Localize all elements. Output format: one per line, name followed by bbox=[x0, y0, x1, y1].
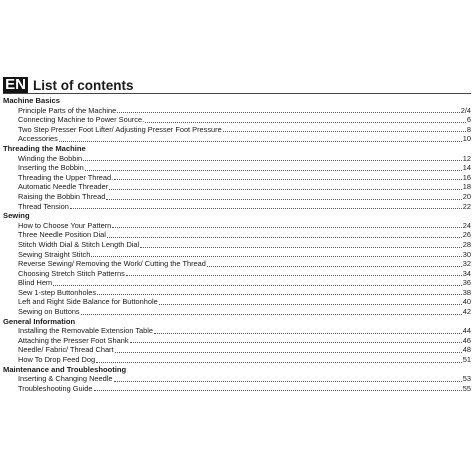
entry-title: Winding the Bobbin bbox=[18, 153, 83, 163]
entry-page-number: 40 bbox=[462, 297, 471, 307]
entry-title: Two Step Presser Foot Lifter/ Adjusting Presser Foot Pressure bbox=[18, 124, 222, 134]
entry-page-number: 28 bbox=[462, 239, 471, 249]
entry-page-number: 44 bbox=[462, 326, 471, 336]
toc-entry bbox=[3, 269, 471, 279]
dot-leader bbox=[114, 380, 462, 382]
toc-entry bbox=[3, 326, 471, 336]
dot-leader bbox=[94, 389, 462, 391]
entry-page-number: 22 bbox=[462, 201, 471, 211]
dot-leader bbox=[109, 188, 462, 190]
dot-leader bbox=[130, 341, 462, 343]
entry-title: Installing the Removable Extension Table bbox=[18, 326, 154, 336]
toc-header bbox=[3, 77, 134, 93]
section-heading: Machine Basics bbox=[3, 96, 60, 105]
entry-title: Choosing Stretch Stitch Patterns bbox=[18, 268, 125, 278]
dot-leader bbox=[140, 246, 462, 248]
entry-title: Sew 1-step Buttonholes bbox=[18, 287, 97, 297]
entry-page-number: 20 bbox=[462, 191, 471, 201]
entry-title: Reverse Sewing/ Removing the Work/ Cutting the Thread bbox=[18, 259, 206, 269]
toc-entry bbox=[3, 230, 471, 240]
dot-leader bbox=[159, 303, 462, 305]
entry-title: Raising the Bobbin Thread bbox=[18, 191, 106, 201]
toc-entry bbox=[3, 355, 471, 365]
toc-entry bbox=[3, 106, 471, 116]
entry-title: Sewing Straight Stitch bbox=[18, 249, 91, 259]
entry-title: Accessories bbox=[18, 134, 58, 144]
toc-entry bbox=[3, 221, 471, 231]
toc-entry bbox=[3, 134, 471, 144]
entry-page-number: 30 bbox=[462, 249, 471, 259]
toc-entry bbox=[3, 250, 471, 260]
section-heading: General Information bbox=[3, 316, 76, 326]
toc-entry bbox=[3, 163, 471, 173]
dot-leader bbox=[59, 140, 462, 142]
entry-page-number: 8 bbox=[466, 124, 471, 134]
entry-page-number: 36 bbox=[462, 278, 471, 288]
dot-leader bbox=[70, 207, 462, 209]
entry-page-number: 14 bbox=[462, 163, 471, 173]
entry-page-number: 12 bbox=[462, 153, 471, 163]
dot-leader bbox=[117, 111, 460, 113]
dot-leader bbox=[115, 351, 462, 353]
entry-page-number: 53 bbox=[462, 374, 471, 384]
entry-title: Inserting & Changing Needle bbox=[18, 374, 113, 384]
toc-entry bbox=[3, 384, 471, 394]
entry-page-number: 38 bbox=[462, 287, 471, 297]
entry-page-number: 34 bbox=[462, 268, 471, 278]
language-badge: EN bbox=[3, 77, 28, 93]
section-heading: Sewing bbox=[3, 211, 30, 221]
table-of-contents bbox=[3, 96, 471, 393]
entry-title: Three Needle Position Dial bbox=[18, 230, 106, 240]
entry-page-number: 6 bbox=[466, 115, 471, 125]
entry-page-number: 10 bbox=[462, 134, 471, 144]
toc-entry bbox=[3, 336, 471, 346]
dot-leader bbox=[83, 159, 462, 161]
toc-entry bbox=[3, 297, 471, 307]
toc-entry bbox=[3, 374, 471, 384]
dot-leader bbox=[223, 130, 466, 132]
entry-title: Sewing on Buttons bbox=[18, 307, 80, 317]
toc-entry bbox=[3, 240, 471, 250]
dot-leader bbox=[112, 226, 462, 228]
dot-leader bbox=[96, 361, 462, 363]
dot-leader bbox=[81, 313, 462, 315]
toc-entry bbox=[3, 192, 471, 202]
dot-leader bbox=[114, 178, 462, 180]
toc-entry bbox=[3, 278, 471, 288]
entry-title: How To Drop Feed Dog bbox=[18, 355, 96, 365]
entry-title: Threading the Upper Thread. bbox=[18, 172, 114, 182]
entry-page-number: 42 bbox=[462, 307, 471, 317]
dot-leader bbox=[85, 169, 462, 171]
toc-entry bbox=[3, 345, 471, 355]
entry-title: Inserting the Bobbin bbox=[18, 163, 84, 173]
entry-page-number: 32 bbox=[462, 259, 471, 269]
section-heading: Maintenance and Troubleshooting bbox=[3, 364, 127, 374]
section-heading: Threading the Machine bbox=[3, 143, 86, 153]
entry-page-number: 48 bbox=[462, 345, 471, 355]
entry-title: Thread Tension bbox=[18, 201, 69, 211]
dot-leader bbox=[97, 293, 462, 295]
entry-page-number: 24 bbox=[462, 220, 471, 230]
toc-entry bbox=[3, 154, 471, 164]
toc-entry bbox=[3, 115, 471, 125]
dot-leader bbox=[126, 274, 462, 276]
dot-leader bbox=[154, 332, 462, 334]
entry-page-number: 18 bbox=[462, 182, 471, 192]
page-title: List of contents bbox=[33, 77, 134, 93]
dot-leader bbox=[107, 236, 462, 238]
dot-leader bbox=[91, 255, 461, 257]
entry-title: Blind Hem bbox=[18, 278, 53, 288]
entry-page-number: 26 bbox=[462, 230, 471, 240]
entry-page-number: 51 bbox=[462, 355, 471, 365]
dot-leader bbox=[207, 265, 462, 267]
entry-title: Troubleshooting Guide bbox=[18, 383, 93, 393]
toc-entry bbox=[3, 307, 471, 317]
dot-leader bbox=[53, 284, 462, 286]
entry-title: Principle Parts of the Machine bbox=[18, 105, 117, 115]
entry-title: Left and Right Side Balance for Buttonhole bbox=[18, 297, 158, 307]
entry-page-number: 16 bbox=[462, 172, 471, 182]
entry-title: Stitch Width Dial & Stitch Length Dial bbox=[18, 239, 140, 249]
entry-page-number: 55 bbox=[462, 383, 471, 393]
dot-leader bbox=[106, 198, 461, 200]
header-divider bbox=[3, 93, 471, 94]
entry-title: Automatic Needle Threader bbox=[18, 182, 109, 192]
toc-entry bbox=[3, 202, 471, 212]
toc-entry bbox=[3, 259, 471, 269]
entry-page-number: 46 bbox=[462, 335, 471, 345]
entry-title: Attaching the Presser Foot Shank bbox=[18, 335, 129, 345]
dot-leader bbox=[145, 121, 466, 123]
toc-entry bbox=[3, 288, 471, 298]
entry-title: Connecting Machine to Power Source. bbox=[18, 115, 145, 125]
toc-entry bbox=[3, 125, 471, 135]
entry-title: Needle/ Fabric/ Thread Chart bbox=[18, 345, 114, 355]
toc-entry bbox=[3, 182, 471, 192]
toc-entry bbox=[3, 173, 471, 183]
entry-title: How to Choose Your Pattern bbox=[18, 220, 112, 230]
entry-page-number: 2/4 bbox=[460, 105, 471, 115]
